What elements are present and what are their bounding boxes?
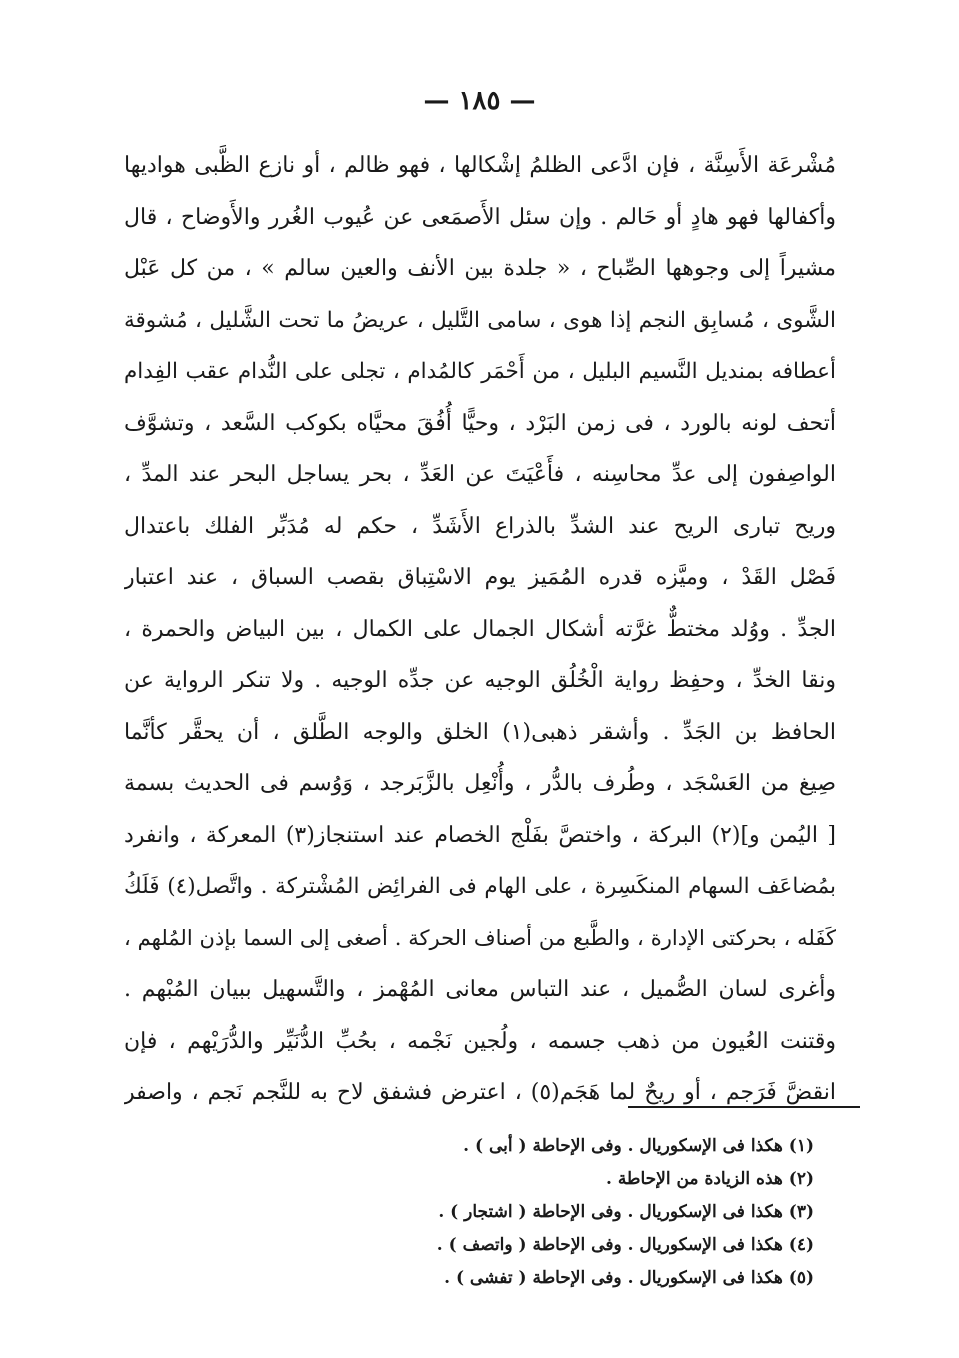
text-line: الحافظ بن الجَدِّ . وأشقر ذهبى(١) الخلق والوجه الطَّلق ، أن يحقَّر كأنَّما — [124, 719, 836, 745]
footnote-divider — [628, 1106, 860, 1108]
footnote: (٤) هكذا فى الإسكوريال . وفى الإحاطة ( واتصف ) . — [436, 1235, 814, 1255]
text-line: بمُضاعَف السهام المنكَسِرة ، على الهام فى الفرائِض المُشْتركة . واتَّصل(٤) فَلَكُ — [124, 874, 836, 899]
text-line: وريح تبارى الريح عند الشدِّ بالذراع الأَشَدِّ ، حكم له مُدَبِّر الفلك باعتدال — [124, 513, 836, 539]
text-line: ونقا الخدِّ ، وحفِظ رواية الْخُلُق الوجيه عن جدِّه الوجيه . ولا تنكر الرواية عن — [124, 668, 836, 693]
text-line: وأكفالها فهو هادٍ أو حَالم . وإن سئل الأَصمَعى عن عُيوب الغُرر والأَوضاح ، قال — [124, 204, 836, 230]
text-line: الشَّوى ، مُسابِق النجم إذا هوى ، سامى التَّليل ، عريضُ ما تحت الشَّليل ، مُشوقة — [124, 307, 836, 333]
text-line: كَفَله ، بحركتى الإدارة ، والطَّبع من أصناف الحركة . أصغى إلى السما بإذن المُلهم ، — [124, 925, 836, 950]
text-line: صِيغ من العَسْجَد ، وطُرف بالدُّر ، وأُنْعِل بالزَّبَرجد ، وَوُسم فى الحديث بسمة — [124, 771, 836, 796]
footnote: (٥) هكذا فى الإسكوريال . وفى الإحاطة ( تفشى ) . — [444, 1268, 814, 1288]
body-text — [124, 140, 836, 1119]
footnote: (٣) هكذا فى الإسكوريال . وفى الإحاطة ( اشتجار ) . — [438, 1202, 814, 1222]
footnote: (١) هكذا فى الإسكوريال . وفى الإحاطة ( أبى ) . — [463, 1136, 814, 1156]
text-line: الجدِّ . ووُلد مختطٌّ غرَّته أشكال الجمال على الكمال ، بين البياض والحمرة ، — [124, 616, 836, 642]
text-line: انقضَّ فَرَجم ، أو ريحٌ لما هَجَم(٥) ، اعترض فشفق لاح به للنَّجم نَجم ، واصفر — [124, 1080, 836, 1105]
text-line: الواصِفون إلى عدِّ محاسِنه ، فأَعْيَتَ عن العَدِّ ، بحر يساجل البحر عند المدِّ ، — [124, 462, 836, 487]
text-line: فَصْل القَدْ ، وميَّزه قدره المُمَيز يوم الاسْتِباق بقصب السباق ، عند اعتبار — [124, 565, 836, 590]
text-line: [ اليُمن و](٢) البركة ، واختصَّ بفَلْج الخصام عند استنجاز(٣) المعركة ، وانفرد — [124, 822, 836, 848]
footnote: (٢) هذه الزيادة من الإحاطة . — [605, 1169, 814, 1189]
text-line: وأغرى لسان الصُّميل ، عند التباس معانى المُهْمز ، والتَّسهيل ببيان المُبْهم . — [124, 977, 836, 1002]
page-number: — ١٨٥ — — [423, 86, 536, 116]
text-line: وقتنت العُيون من ذهب جسمه ، ولُجين نَجْمه ، بحُبِّ الدُّنَيِّر والدُّرَيْهم ، فإن — [124, 1028, 836, 1054]
footnotes — [200, 1130, 814, 1295]
text-line: أعطافه بمنديل النَّسيم البليل ، من أَحْمَر كالمُدام ، تجلى على النُّدام عقب الفِدام — [124, 359, 836, 384]
text-line: مشيراً إلى وجوهها الصِّباح ، « جلدة بين الأنف والعين سالم » ، من كل عَبْل — [124, 256, 836, 281]
text-line: أتحف لونه بالورد ، فى زمن البَرْد ، وحيًّا أُفُقَ محيَّاه بكوكب السَّعد ، وتشوَّف — [124, 410, 836, 436]
text-line: مُشْرعَة الأَسِنَّة ، فإن ادَّعى الظلمُ إشْكالها ، فهو ظالم ، أو نازع الظَّبى هواديها — [124, 153, 836, 178]
